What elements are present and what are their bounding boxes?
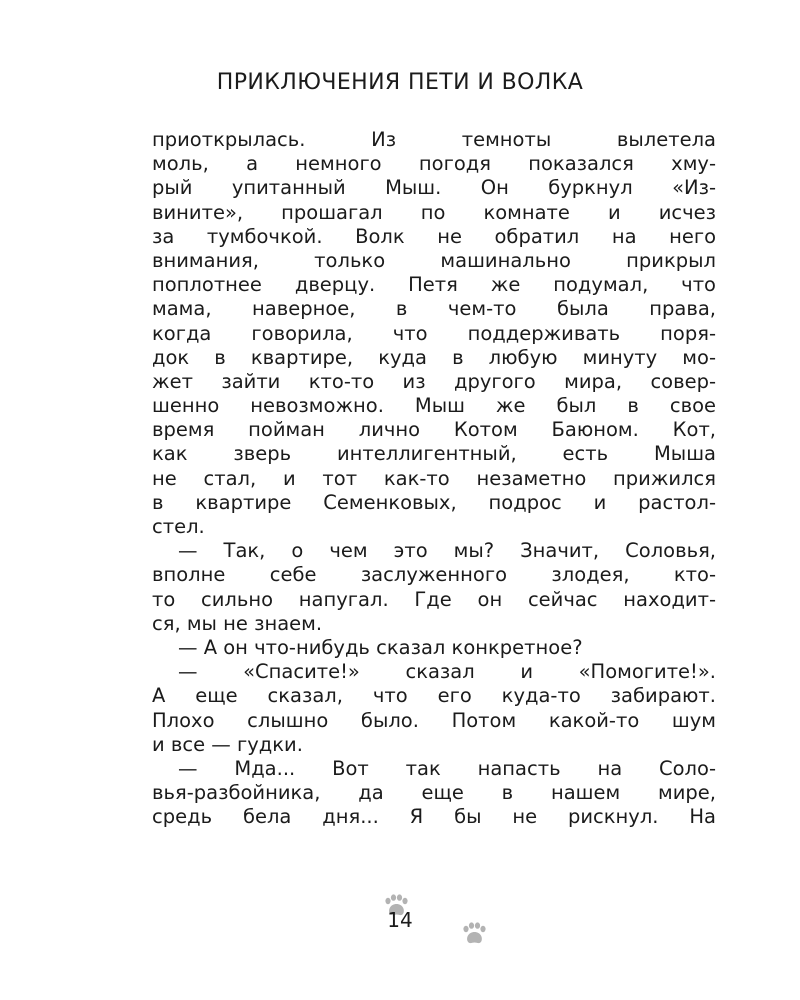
text-line: средь бела дня... Я бы не рискнул. На [152, 805, 716, 829]
text-line: А еще сказал, что его куда-то забирают. [152, 684, 716, 708]
text-line: жет зайти кто-то из другого мира, совер- [152, 369, 716, 393]
text-line: то сильно напугал. Где он сейчас находит- [152, 587, 716, 611]
text-line: — А он что-нибудь сказал конкретное? [178, 635, 583, 659]
text-line: мама, наверное, в чем-то была права, [152, 297, 716, 321]
text-line: рый упитанный Мыш. Он буркнул «Из- [152, 176, 716, 200]
running-head: ПРИКЛЮЧЕНИЯ ПЕТИ И ВОЛКА [216, 70, 584, 95]
text-line: время пойман лично Котом Баюном. Кот, [152, 418, 716, 442]
text-line: в квартире Семенковых, подрос и растол- [152, 490, 716, 514]
text-line: вья-разбойника, да еще в нашем мире, [152, 781, 716, 805]
text-line: моль, а немного погодя показался хму- [152, 152, 716, 176]
text-line: когда говорила, что поддерживать поря- [152, 321, 716, 345]
text-line: как зверь интеллигентный, есть Мыша [152, 442, 716, 466]
text-line: вполне себе заслуженного злодея, кто- [152, 563, 716, 587]
text-line: за тумбочкой. Волк не обратил на него [152, 224, 716, 248]
text-line: — «Спасите!» сказал и «Помогите!». [178, 660, 716, 684]
text-line: ся, мы не знаем. [152, 611, 323, 635]
text-line: док в квартире, куда в любую минуту мо- [152, 345, 716, 369]
text-line: шенно невозможно. Мыш же был в свое [152, 394, 716, 418]
text-line: внимания, только машинально прикрыл [152, 248, 716, 272]
text-line: стел. [152, 515, 205, 538]
text-line: не стал, и тот как-то незаметно прижился [152, 466, 716, 490]
text-line: приоткрылась. Из темноты вылетела [152, 128, 716, 151]
text-line: вините», прошагал по комнате и исчез [152, 200, 716, 224]
body-text [152, 128, 716, 829]
text-line: — Мда... Вот так напасть на Соло- [178, 756, 716, 780]
text-line: поплотнее дверцу. Петя же подумал, что [152, 273, 716, 297]
text-line: Плохо слышно было. Потом какой-то шум [152, 708, 716, 732]
page-number: 14 [387, 908, 413, 932]
text-line: — Так, о чем это мы? Значит, Соловья, [178, 539, 716, 563]
paw-print-icon [460, 922, 488, 946]
text-line: и все — гудки. [152, 732, 303, 756]
